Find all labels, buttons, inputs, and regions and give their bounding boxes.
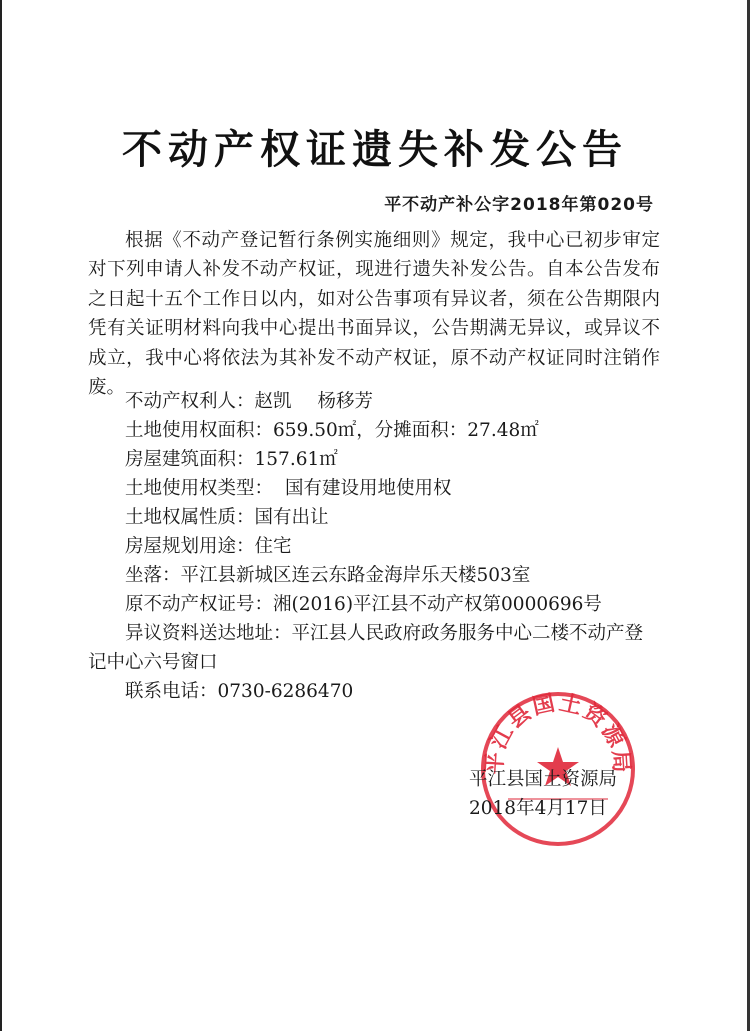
phone-value: 0730-6286470 (217, 681, 354, 702)
house-use-value: 住宅 (254, 536, 292, 557)
objection-address-value: 平江县人民政府政务服务中心二楼不动产登记中心六号窗口 (88, 623, 644, 673)
orig-cert-value: 湘(2016)平江县不动产权第0000696号 (273, 594, 602, 615)
land-area-label: 土地使用权面积： (125, 420, 274, 441)
owners-label: 不动产权利人： (125, 391, 255, 412)
location-row (125, 561, 530, 590)
document-number: 平不动产补公字2018年第020号 (384, 195, 654, 215)
land-nature-label: 土地权属性质： (125, 507, 255, 528)
owner-2: 杨移芳 (317, 391, 374, 412)
issuing-organization: 平江县国土资源局 (469, 769, 618, 790)
building-area-label: 房屋建筑面积： (125, 449, 255, 470)
land-use-type-value: 国有建设用地使用权 (285, 478, 452, 499)
land-use-type-label: 土地使用权类型： (125, 478, 274, 499)
phone-label: 联系电话： (125, 681, 218, 702)
shared-area-label: 分摊面积： (374, 420, 468, 441)
building-area-value: 157.61㎡ (254, 449, 338, 470)
land-nature-row (125, 503, 329, 532)
orig-cert-label: 原不动产权证号： (125, 594, 274, 615)
house-use-row (125, 532, 292, 561)
land-area-value: 659.50㎡ (273, 420, 357, 441)
document-title: 不动产权证遗失补发公告 (122, 127, 628, 173)
location-value: 平江县新城区连云东路金海岸乐天楼503室 (180, 565, 531, 586)
owners-row (125, 387, 373, 416)
land-nature-value: 国有出让 (254, 507, 329, 528)
land-use-type-row (125, 474, 452, 503)
house-use-label: 房屋规划用途： (125, 536, 255, 557)
shared-area-value: 27.48㎡ (467, 420, 539, 441)
building-area-row (125, 445, 338, 474)
seal-text: 平江县国土资源局 (482, 690, 634, 776)
announcement-body: 根据《不动产登记暂行条例实施细则》规定，我中心已初步审定对下列申请人补发不动产权证，现进行遗失补发公告。自本公告发布之日起十五个工作日以内，如对公告事项有异议者，须在公告期限内凭有关证明材料向我中心提出书面异议，公告期满无异议，或异议不成立，我中心将依法为其补发不动产权证，原不动产权证同时注销作废。 (88, 230, 660, 399)
owner-1: 赵凯 (254, 391, 292, 412)
phone-row (125, 677, 353, 706)
objection-address-row (88, 619, 660, 677)
orig-cert-row (125, 590, 602, 619)
objection-address-label: 异议资料送达地址： (125, 623, 292, 644)
issue-date: 2018年4月17日 (469, 798, 607, 819)
area-row: 土地使用权面积：659.50㎡，分摊面积：27.48㎡ (125, 420, 539, 441)
location-label: 坐落： (125, 565, 181, 586)
